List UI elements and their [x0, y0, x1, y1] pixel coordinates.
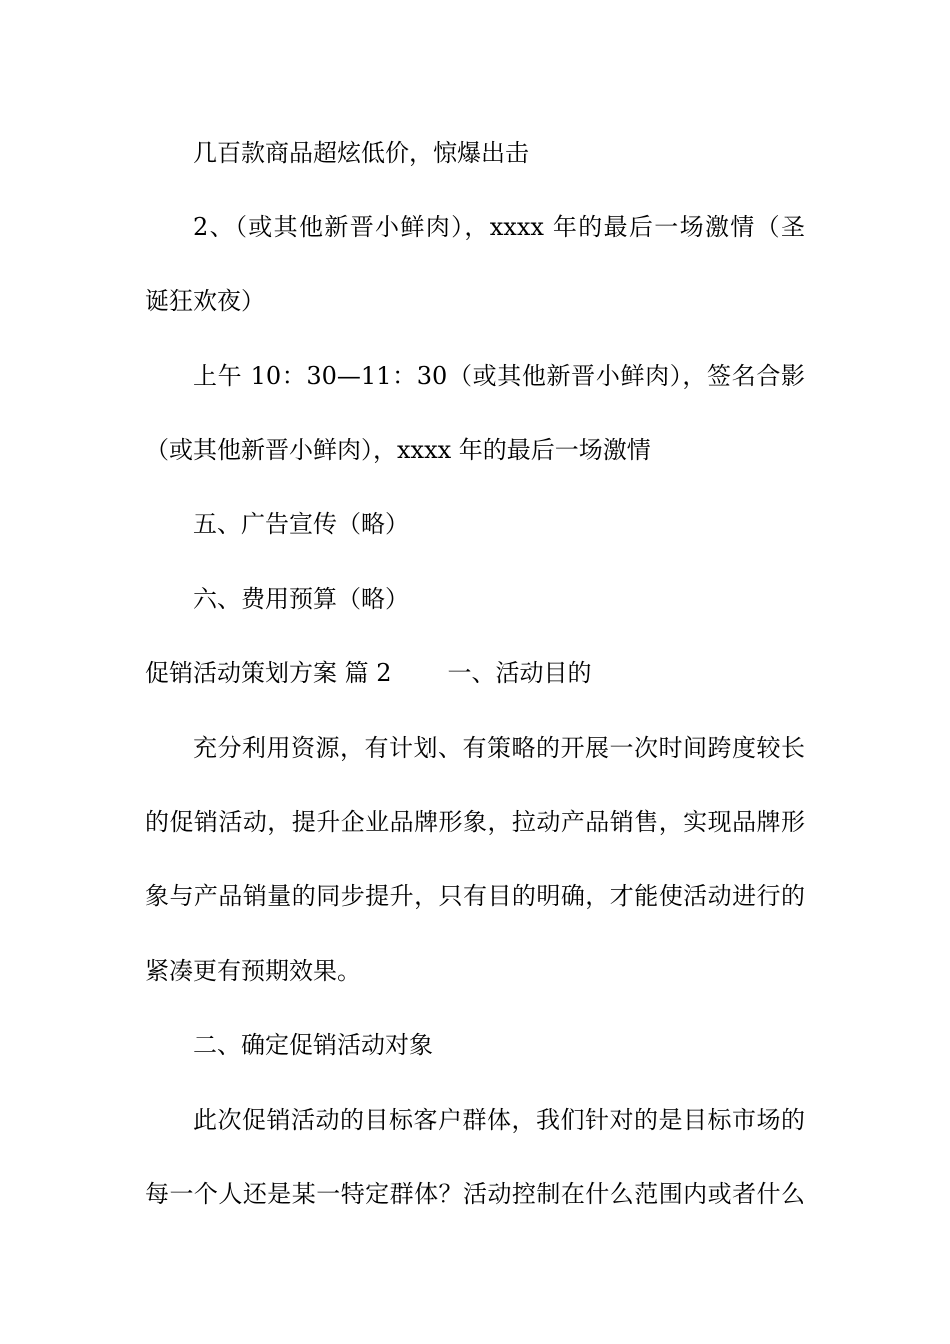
- section-title: 促销活动策划方案 篇 2: [145, 659, 392, 687]
- text-line: 此次促销活动的目标客户群体，我们针对的是目标市场的: [193, 1106, 805, 1134]
- text-line: 象与产品销量的同步提升，只有目的明确，才能使活动进行的: [145, 882, 805, 910]
- section-heading: 二、确定促销活动对象: [193, 1031, 433, 1059]
- section-heading: 五、广告宣传（略）: [193, 510, 409, 538]
- text-line: 几百款商品超炫低价，惊爆出击: [193, 139, 529, 167]
- section-heading: 一、活动目的: [447, 659, 592, 687]
- text-line: 紧凑更有预期效果。: [145, 957, 361, 985]
- text-line: 充分利用资源，有计划、有策略的开展一次时间跨度较长: [193, 734, 805, 762]
- text-line: 2、（或其他新晋小鲜肉），xxxx 年的最后一场激情（圣: [193, 213, 805, 241]
- text-line: 上午 10：30—11：30（或其他新晋小鲜肉），签名合影: [193, 362, 805, 390]
- text-line: 每一个人还是某一特定群体？活动控制在什么范围内或者什么: [145, 1180, 805, 1208]
- section-heading: 六、费用预算（略）: [193, 585, 409, 613]
- text-line: 诞狂欢夜）: [145, 287, 265, 315]
- section-title-line: [145, 658, 815, 688]
- text-line: 的促销活动，提升企业品牌形象，拉动产品销售，实现品牌形: [145, 808, 805, 836]
- text-line: （或其他新晋小鲜肉），xxxx 年的最后一场激情: [145, 436, 651, 464]
